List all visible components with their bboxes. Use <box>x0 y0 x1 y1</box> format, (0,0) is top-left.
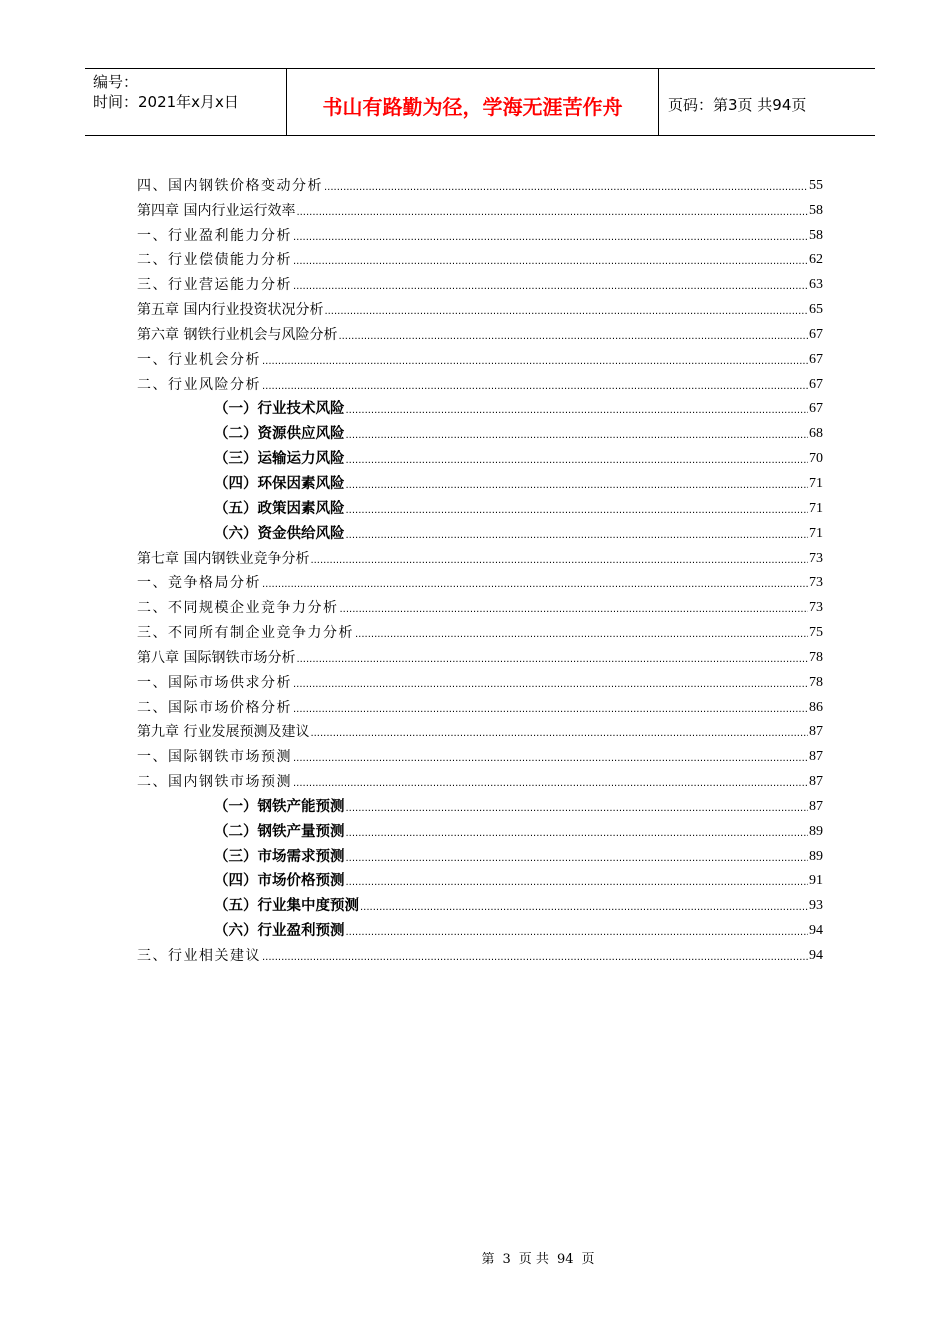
table-of-contents <box>137 170 823 965</box>
toc-entry-title: （四）环保因素风险 <box>214 474 345 492</box>
toc-entry[interactable] <box>137 344 823 369</box>
page-footer <box>0 1248 950 1267</box>
header-page-info: 页码：第3页 共94页 <box>668 95 807 114</box>
toc-entry-page: 63 <box>809 277 823 293</box>
toc-entry[interactable] <box>137 890 823 915</box>
toc-entry[interactable] <box>137 766 823 791</box>
toc-entry-page: 71 <box>809 525 823 541</box>
toc-entry[interactable] <box>137 915 823 940</box>
toc-leader-dots <box>324 181 808 195</box>
toc-entry-page: 67 <box>809 376 823 392</box>
toc-entry-page: 67 <box>809 351 823 367</box>
toc-entry-page: 87 <box>809 749 823 765</box>
toc-leader-dots <box>262 355 808 369</box>
document-number-label: 编号： <box>93 73 139 91</box>
toc-entry-title: 一、竞争格局分析 <box>137 575 261 592</box>
toc-entry-title: （一）钢铁产能预测 <box>214 797 345 815</box>
toc-entry-page: 87 <box>809 724 823 740</box>
toc-entry-page: 87 <box>809 774 823 790</box>
toc-leader-dots <box>262 380 808 394</box>
toc-entry-title: 第五章 国内行业投资状况分析 <box>137 302 324 319</box>
toc-entry-page: 73 <box>809 550 823 566</box>
toc-entry-title: 二、行业风险分析 <box>137 376 261 393</box>
toc-entry-title: （三）市场需求预测 <box>214 847 345 865</box>
toc-entry-title: 四、国内钢铁价格变动分析 <box>137 177 323 194</box>
toc-entry-title: （五）政策因素风险 <box>214 499 345 517</box>
toc-entry-title: 二、国际市场价格分析 <box>137 699 292 716</box>
toc-entry-title: 一、行业机会分析 <box>137 351 261 368</box>
toc-leader-dots <box>262 951 808 965</box>
toc-leader-dots <box>296 653 808 667</box>
toc-entry[interactable] <box>137 791 823 816</box>
toc-leader-dots <box>310 727 808 741</box>
toc-leader-dots <box>360 901 808 915</box>
toc-entry[interactable] <box>137 245 823 270</box>
toc-entry[interactable] <box>137 394 823 419</box>
toc-entry-page: 71 <box>809 500 823 516</box>
toc-entry-page: 78 <box>809 649 823 665</box>
toc-leader-dots <box>346 504 809 518</box>
toc-entry-page: 71 <box>809 475 823 491</box>
toc-entry-page: 62 <box>809 252 823 268</box>
toc-entry-page: 55 <box>809 177 823 193</box>
toc-entry[interactable] <box>137 816 823 841</box>
toc-leader-dots <box>293 678 808 692</box>
toc-leader-dots <box>346 529 809 543</box>
toc-entry-page: 78 <box>809 674 823 690</box>
toc-entry-page: 73 <box>809 600 823 616</box>
toc-entry-title: （六）行业盈利预测 <box>214 922 345 940</box>
toc-entry[interactable] <box>137 170 823 195</box>
toc-leader-dots <box>293 280 808 294</box>
toc-entry[interactable] <box>137 319 823 344</box>
toc-entry[interactable] <box>137 741 823 766</box>
toc-leader-dots <box>296 206 808 220</box>
toc-leader-dots <box>355 628 808 642</box>
toc-entry-title: 第七章 国内钢铁业竞争分析 <box>137 550 310 567</box>
footer-current-page: 3 <box>502 1252 511 1267</box>
toc-entry-title: 一、国际市场供求分析 <box>137 674 292 691</box>
toc-entry-title: （一）行业技术风险 <box>214 400 345 418</box>
toc-entry-page: 89 <box>809 823 823 839</box>
toc-leader-dots <box>293 777 808 791</box>
toc-leader-dots <box>346 429 809 443</box>
toc-entry-title: 一、行业盈利能力分析 <box>137 227 292 244</box>
toc-leader-dots <box>346 404 809 418</box>
toc-entry[interactable] <box>137 617 823 642</box>
toc-entry-page: 70 <box>809 451 823 467</box>
toc-entry[interactable] <box>137 667 823 692</box>
toc-leader-dots <box>262 578 808 592</box>
toc-entry-page: 75 <box>809 625 823 641</box>
toc-entry-page: 94 <box>809 948 823 963</box>
toc-leader-dots <box>338 330 808 344</box>
toc-entry[interactable] <box>137 493 823 518</box>
toc-entry[interactable] <box>137 592 823 617</box>
toc-entry[interactable] <box>137 518 823 543</box>
toc-leader-dots <box>310 554 808 568</box>
toc-entry-title: 三、行业相关建议 <box>137 948 261 964</box>
toc-entry[interactable] <box>137 269 823 294</box>
toc-entry[interactable] <box>137 294 823 319</box>
footer-prefix: 第 <box>481 1252 495 1267</box>
toc-entry-page: 68 <box>809 426 823 442</box>
toc-leader-dots <box>346 827 809 841</box>
toc-leader-dots <box>324 305 808 319</box>
toc-entry-page: 87 <box>809 798 823 814</box>
toc-entry[interactable] <box>137 443 823 468</box>
toc-entry[interactable] <box>137 841 823 866</box>
toc-entry[interactable] <box>137 543 823 568</box>
toc-entry-title: （二）资源供应风险 <box>214 425 345 443</box>
toc-entry[interactable] <box>137 692 823 717</box>
page-header <box>85 68 875 136</box>
toc-entry[interactable] <box>137 418 823 443</box>
footer-total-pages: 94 <box>556 1252 574 1267</box>
toc-leader-dots <box>293 752 808 766</box>
header-meta <box>85 69 286 135</box>
toc-leader-dots <box>293 255 808 269</box>
toc-entry-title: 第八章 国际钢铁市场分析 <box>137 649 296 666</box>
toc-entry-title: 一、国际钢铁市场预测 <box>137 749 292 766</box>
toc-entry[interactable] <box>137 866 823 891</box>
toc-entry-title: （二）钢铁产量预测 <box>214 822 345 840</box>
toc-entry-page: 58 <box>809 202 823 218</box>
footer-mid: 页 共 <box>518 1252 549 1267</box>
toc-entry[interactable] <box>137 642 823 667</box>
toc-entry-page: 67 <box>809 401 823 417</box>
toc-entry-page: 67 <box>809 326 823 342</box>
toc-leader-dots <box>293 231 808 245</box>
toc-entry-title: 第九章 行业发展预测及建议 <box>137 724 310 741</box>
footer-suffix: 页 <box>581 1252 595 1267</box>
toc-leader-dots <box>293 703 808 717</box>
toc-entry-title: 三、不同所有制企业竞争力分析 <box>137 625 354 642</box>
toc-entry-page: 91 <box>809 873 823 889</box>
toc-entry-title: 第四章 国内行业运行效率 <box>137 202 296 219</box>
toc-entry[interactable] <box>137 940 823 965</box>
toc-entry[interactable] <box>137 195 823 220</box>
toc-entry-page: 89 <box>809 848 823 864</box>
toc-entry-title: （三）运输运力风险 <box>214 450 345 468</box>
toc-leader-dots <box>346 926 809 940</box>
toc-leader-dots <box>346 802 809 816</box>
toc-entry-page: 93 <box>809 898 823 914</box>
toc-entry-title: 第六章 钢铁行业机会与风险分析 <box>137 326 338 343</box>
toc-entry-page: 94 <box>809 923 823 939</box>
header-motto: 书山有路勤为径，学海无涯苦作舟 <box>286 69 659 135</box>
toc-entry[interactable] <box>137 568 823 593</box>
toc-entry[interactable] <box>137 220 823 245</box>
toc-entry-title: 二、国内钢铁市场预测 <box>137 774 292 791</box>
toc-entry-page: 65 <box>809 302 823 318</box>
toc-entry-title: 三、行业营运能力分析 <box>137 277 292 294</box>
toc-entry[interactable] <box>137 468 823 493</box>
toc-entry[interactable] <box>137 717 823 742</box>
toc-entry-title: （六）资金供给风险 <box>214 524 345 542</box>
toc-entry-title: （四）市场价格预测 <box>214 872 345 890</box>
toc-leader-dots <box>346 852 809 866</box>
toc-entry-title: 二、行业偿债能力分析 <box>137 252 292 269</box>
document-time-label: 时间：2021年x月x日 <box>93 93 239 111</box>
toc-entry-title: 二、不同规模企业竞争力分析 <box>137 600 339 617</box>
toc-leader-dots <box>346 876 809 890</box>
toc-entry-title: （五）行业集中度预测 <box>214 897 359 915</box>
toc-entry-page: 58 <box>809 227 823 243</box>
toc-entry-page: 73 <box>809 575 823 591</box>
toc-entry-page: 86 <box>809 699 823 715</box>
toc-leader-dots <box>340 603 809 617</box>
toc-entry[interactable] <box>137 369 823 394</box>
toc-leader-dots <box>346 454 809 468</box>
toc-leader-dots <box>346 479 809 493</box>
